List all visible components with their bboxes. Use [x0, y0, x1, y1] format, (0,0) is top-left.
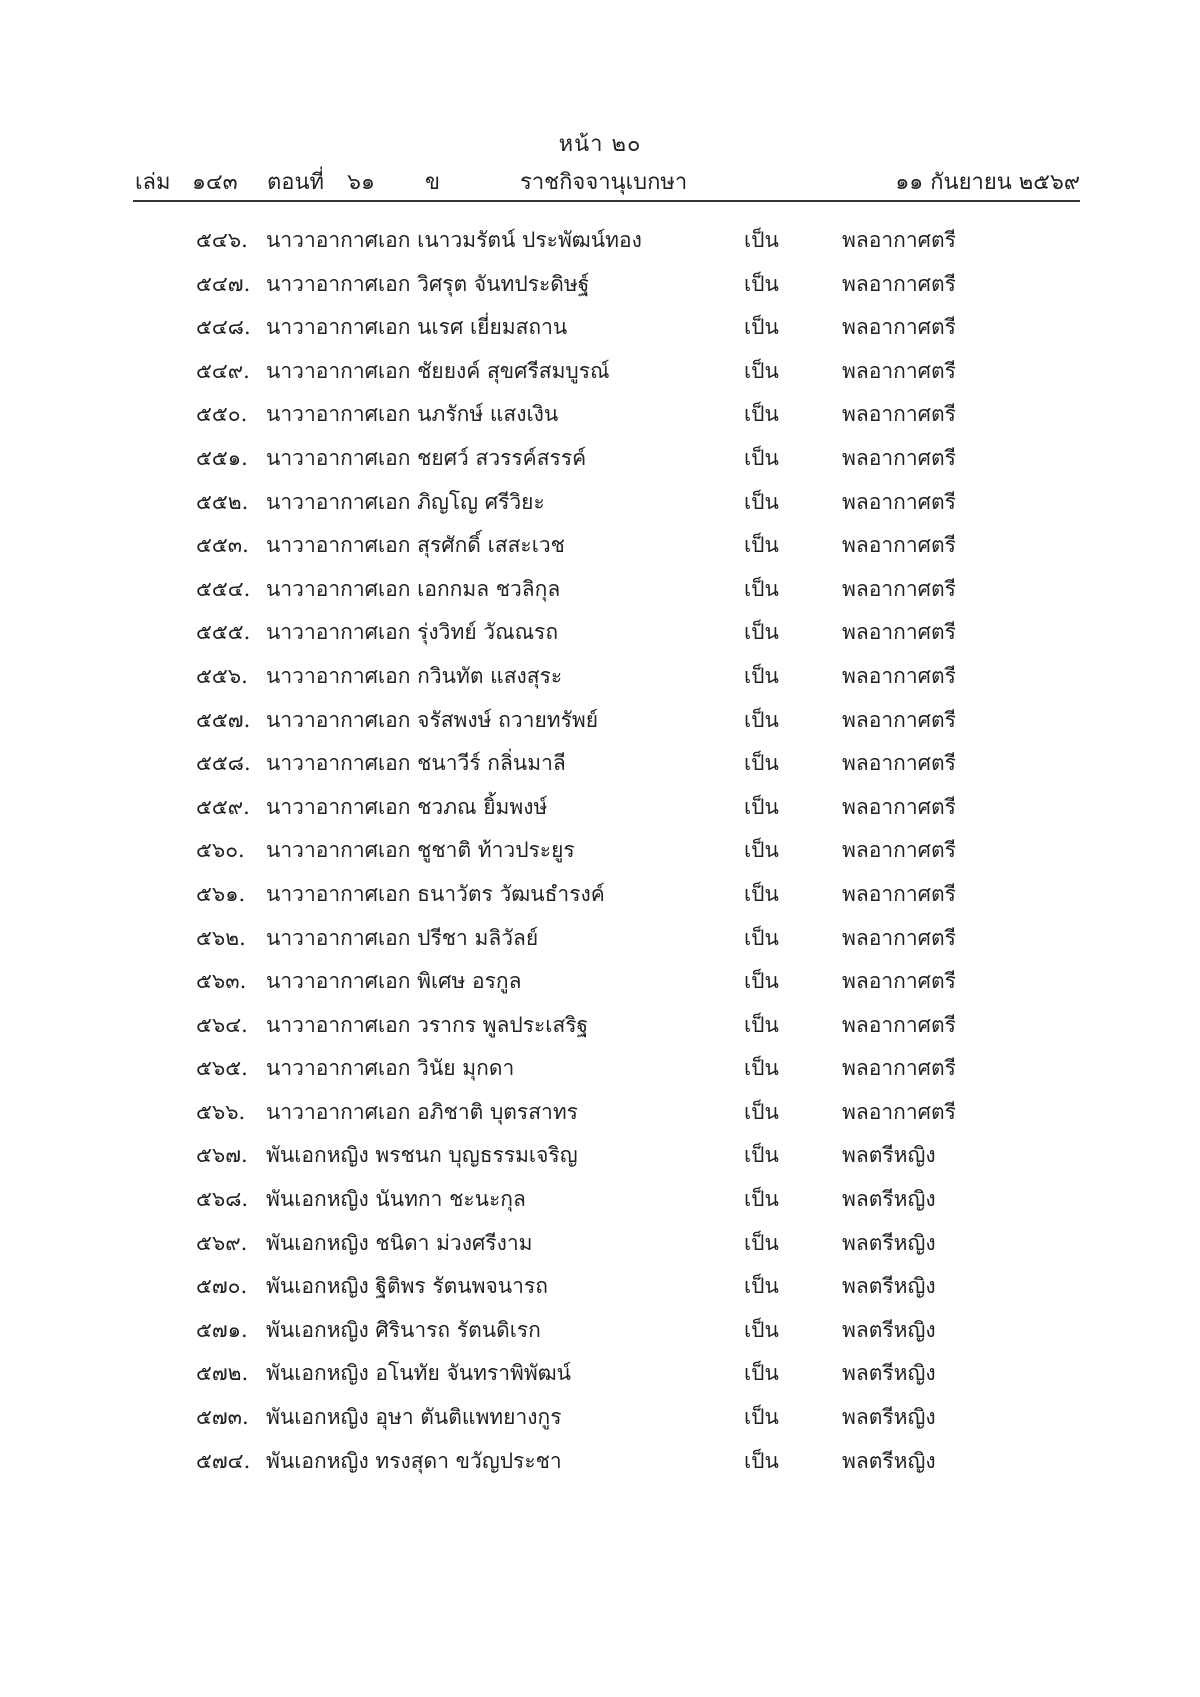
list-item	[0, 878, 1200, 922]
entry-number: ๕๗๔.	[196, 1448, 251, 1473]
entry-number: ๕๕๗.	[196, 707, 251, 732]
list-item	[0, 747, 1200, 791]
entry-connector: เป็น	[744, 794, 779, 819]
entry-name: นาวาอากาศเอก ปรีชา มลิวัลย์	[266, 925, 539, 950]
entry-connector: เป็น	[744, 663, 779, 688]
list-item	[0, 660, 1200, 704]
list-item	[0, 1096, 1200, 1140]
entry-name: นาวาอากาศเอก ภิญโญ ศรีวิยะ	[266, 489, 545, 514]
list-item	[0, 1227, 1200, 1271]
entry-number: ๕๕๓.	[196, 533, 249, 558]
entry-name: นาวาอากาศเอก สุรศักดิ์ เสสะเวช	[266, 533, 565, 558]
list-item	[0, 1139, 1200, 1183]
entry-name: นาวาอากาศเอก วินัย มุกดา	[266, 1056, 515, 1081]
entry-connector: เป็น	[744, 751, 779, 776]
entry-name: นาวาอากาศเอก นเรศ เยี่ยมสถาน	[266, 315, 568, 340]
entry-rank: พลอากาศตรี	[842, 576, 956, 601]
entry-number: ๕๖๘.	[196, 1187, 249, 1212]
entry-rank: พลอากาศตรี	[842, 1056, 956, 1081]
entry-number: ๕๖๑.	[196, 881, 246, 906]
entry-name: นาวาอากาศเอก ธนาวัตร วัฒนธำรงค์	[266, 881, 605, 906]
entry-connector: เป็น	[744, 489, 779, 514]
publication-date: ๑๑ กันยายน ๒๕๖๙	[895, 170, 1080, 195]
entry-rank: พลอากาศตรี	[842, 402, 956, 427]
entry-name: นาวาอากาศเอก จรัสพงษ์ ถวายทรัพย์	[266, 707, 599, 732]
entry-name: พันเอกหญิง ศิรินารถ รัตนดิเรก	[266, 1317, 541, 1342]
list-item	[0, 355, 1200, 399]
entry-rank: พลตรีหญิง	[842, 1230, 936, 1255]
entry-rank: พลตรีหญิง	[842, 1143, 936, 1168]
entry-rank: พลอากาศตรี	[842, 794, 956, 819]
entry-number: ๕๕๔.	[196, 576, 251, 601]
entry-connector: เป็น	[744, 925, 779, 950]
section-letter: ข	[425, 170, 441, 195]
gazette-header	[135, 164, 1080, 198]
entry-name: นาวาอากาศเอก เอกกมล ชวลิกุล	[266, 576, 561, 601]
entry-connector: เป็น	[744, 228, 779, 252]
entry-number: ๕๕๘.	[196, 751, 251, 776]
entry-rank: พลตรีหญิง	[842, 1448, 936, 1473]
list-item	[0, 573, 1200, 617]
entry-name: นาวาอากาศเอก เนาวมรัตน์ ประพัฒน์ทอง	[266, 228, 642, 252]
entry-rank: พลอากาศตรี	[842, 489, 956, 514]
entry-connector: เป็น	[744, 1099, 779, 1124]
entry-number: ๕๖๐.	[196, 838, 245, 863]
list-item	[0, 616, 1200, 660]
entry-name: นาวาอากาศเอก วรากร พูลประเสริฐ	[266, 1012, 589, 1037]
entry-rank: พลตรีหญิง	[842, 1361, 936, 1386]
entry-number: ๕๕๙.	[196, 794, 250, 819]
issue-label: ตอนที่	[267, 170, 325, 195]
entry-name: พันเอกหญิง นันทกา ชะนะกุล	[266, 1187, 526, 1212]
list-item	[0, 1314, 1200, 1358]
entry-connector: เป็น	[744, 402, 779, 427]
entry-rank: พลอากาศตรี	[842, 271, 956, 296]
list-item	[0, 965, 1200, 1009]
entry-connector: เป็น	[744, 271, 779, 296]
list-item	[0, 922, 1200, 966]
issue-number: ๖๑	[347, 170, 375, 195]
entry-connector: เป็น	[744, 576, 779, 601]
entry-rank: พลอากาศตรี	[842, 620, 956, 645]
entry-number: ๕๗๒.	[196, 1361, 249, 1386]
entry-name: นาวาอากาศเอก นภรักษ์ แสงเงิน	[266, 402, 559, 427]
entry-connector: เป็น	[744, 315, 779, 340]
list-item	[0, 1270, 1200, 1314]
entry-number: ๕๕๖.	[196, 663, 248, 688]
list-item	[0, 1445, 1200, 1489]
entry-rank: พลอากาศตรี	[842, 925, 956, 950]
list-item	[0, 224, 1200, 268]
entry-name: นาวาอากาศเอก ชนาวีร์ กลิ่นมาลี	[266, 751, 566, 776]
entry-number: ๕๗๐.	[196, 1274, 248, 1299]
volume-number: ๑๔๓	[192, 170, 238, 195]
promotion-list	[0, 224, 1200, 1488]
list-item	[0, 834, 1200, 878]
entry-connector: เป็น	[744, 1317, 779, 1342]
entry-number: ๕๖๒.	[196, 925, 246, 950]
entry-connector: เป็น	[744, 533, 779, 558]
list-item	[0, 1052, 1200, 1096]
list-item	[0, 704, 1200, 748]
list-item	[0, 486, 1200, 530]
list-item	[0, 1401, 1200, 1445]
entry-rank: พลตรีหญิง	[842, 1405, 936, 1430]
entry-number: ๕๖๔.	[196, 1012, 248, 1037]
entry-name: พันเอกหญิง ฐิติพร รัตนพจนารถ	[266, 1274, 548, 1299]
entry-connector: เป็น	[744, 1012, 779, 1037]
entry-number: ๕๖๗.	[196, 1143, 248, 1168]
entry-name: พันเอกหญิง อโนทัย จันทราพิพัฒน์	[266, 1361, 572, 1386]
page-number: หน้า ๒๐	[558, 132, 642, 157]
entry-number: ๕๔๖.	[196, 228, 248, 252]
entry-connector: เป็น	[744, 620, 779, 645]
entry-name: นาวาอากาศเอก รุ่งวิทย์ วัณณรถ	[266, 620, 559, 645]
entry-rank: พลตรีหญิง	[842, 1187, 936, 1212]
entry-rank: พลตรีหญิง	[842, 1274, 936, 1299]
entry-rank: พลอากาศตรี	[842, 315, 956, 340]
entry-connector: เป็น	[744, 1361, 779, 1386]
entry-connector: เป็น	[744, 707, 779, 732]
entry-connector: เป็น	[744, 1056, 779, 1081]
list-item	[0, 1009, 1200, 1053]
entry-name: นาวาอากาศเอก อภิชาติ บุตรสาทร	[266, 1099, 578, 1124]
entry-rank: พลอากาศตรี	[842, 838, 956, 863]
list-item	[0, 398, 1200, 442]
entry-number: ๕๖๖.	[196, 1099, 246, 1124]
entry-connector: เป็น	[744, 1230, 779, 1255]
entry-connector: เป็น	[744, 881, 779, 906]
list-item	[0, 1183, 1200, 1227]
entry-rank: พลอากาศตรี	[842, 1099, 956, 1124]
entry-number: ๕๗๓.	[196, 1405, 249, 1430]
list-item	[0, 1357, 1200, 1401]
entry-name: พันเอกหญิง ชนิดา ม่วงศรีงาม	[266, 1230, 533, 1255]
list-item	[0, 791, 1200, 835]
entry-number: ๕๔๗.	[196, 271, 251, 296]
list-item	[0, 442, 1200, 486]
entry-number: ๕๕๑.	[196, 445, 248, 470]
entry-connector: เป็น	[744, 969, 779, 994]
entry-connector: เป็น	[744, 1405, 779, 1430]
entry-connector: เป็น	[744, 1187, 779, 1212]
entry-number: ๕๖๓.	[196, 969, 247, 994]
list-item	[0, 311, 1200, 355]
entry-connector: เป็น	[744, 445, 779, 470]
entry-number: ๕๕๕.	[196, 620, 251, 645]
entry-connector: เป็น	[744, 358, 779, 383]
entry-number: ๕๕๐.	[196, 402, 248, 427]
list-item	[0, 529, 1200, 573]
entry-name: นาวาอากาศเอก กวินทัต แสงสุระ	[266, 663, 563, 688]
entry-connector: เป็น	[744, 838, 779, 863]
entry-rank: พลอากาศตรี	[842, 707, 956, 732]
entry-number: ๕๖๕.	[196, 1056, 248, 1081]
entry-connector: เป็น	[744, 1274, 779, 1299]
entry-name: นาวาอากาศเอก พิเศษ อรกูล	[266, 969, 522, 994]
entry-rank: พลอากาศตรี	[842, 663, 956, 688]
list-item	[0, 268, 1200, 312]
entry-name: พันเอกหญิง พรชนก บุญธรรมเจริญ	[266, 1143, 578, 1168]
entry-connector: เป็น	[744, 1143, 779, 1168]
entry-number: ๕๔๙.	[196, 358, 250, 383]
entry-number: ๕๖๙.	[196, 1230, 248, 1255]
header-divider	[133, 200, 1080, 202]
entry-name: พันเอกหญิง ทรงสุดา ขวัญประชา	[266, 1448, 562, 1473]
entry-name: นาวาอากาศเอก วิศรุต จันทประดิษฐ์	[266, 271, 590, 296]
entry-connector: เป็น	[744, 1448, 779, 1473]
entry-rank: พลอากาศตรี	[842, 751, 956, 776]
entry-name: พันเอกหญิง อุษา ตันติแพทยางกูร	[266, 1405, 562, 1430]
entry-rank: พลอากาศตรี	[842, 533, 956, 558]
entry-name: นาวาอากาศเอก ชวภณ ยิ้มพงษ์	[266, 794, 548, 819]
entry-number: ๕๕๒.	[196, 489, 249, 514]
gazette-title: ราชกิจจานุเบกษา	[520, 170, 688, 195]
entry-name: นาวาอากาศเอก ชูชาติ ท้าวประยูร	[266, 838, 575, 863]
entry-rank: พลอากาศตรี	[842, 1012, 956, 1037]
entry-rank: พลตรีหญิง	[842, 1317, 936, 1342]
entry-rank: พลอากาศตรี	[842, 881, 956, 906]
entry-rank: พลอากาศตรี	[842, 358, 956, 383]
entry-rank: พลอากาศตรี	[842, 445, 956, 470]
entry-number: ๕๗๑.	[196, 1317, 248, 1342]
entry-rank: พลอากาศตรี	[842, 969, 956, 994]
volume-label: เล่ม	[135, 170, 171, 195]
entry-rank: พลอากาศตรี	[842, 228, 956, 252]
entry-number: ๕๔๘.	[196, 315, 251, 340]
entry-name: นาวาอากาศเอก ชยศว์ สวรรค์สรรค์	[266, 445, 587, 470]
entry-name: นาวาอากาศเอก ชัยยงค์ สุขศรีสมบูรณ์	[266, 358, 610, 383]
